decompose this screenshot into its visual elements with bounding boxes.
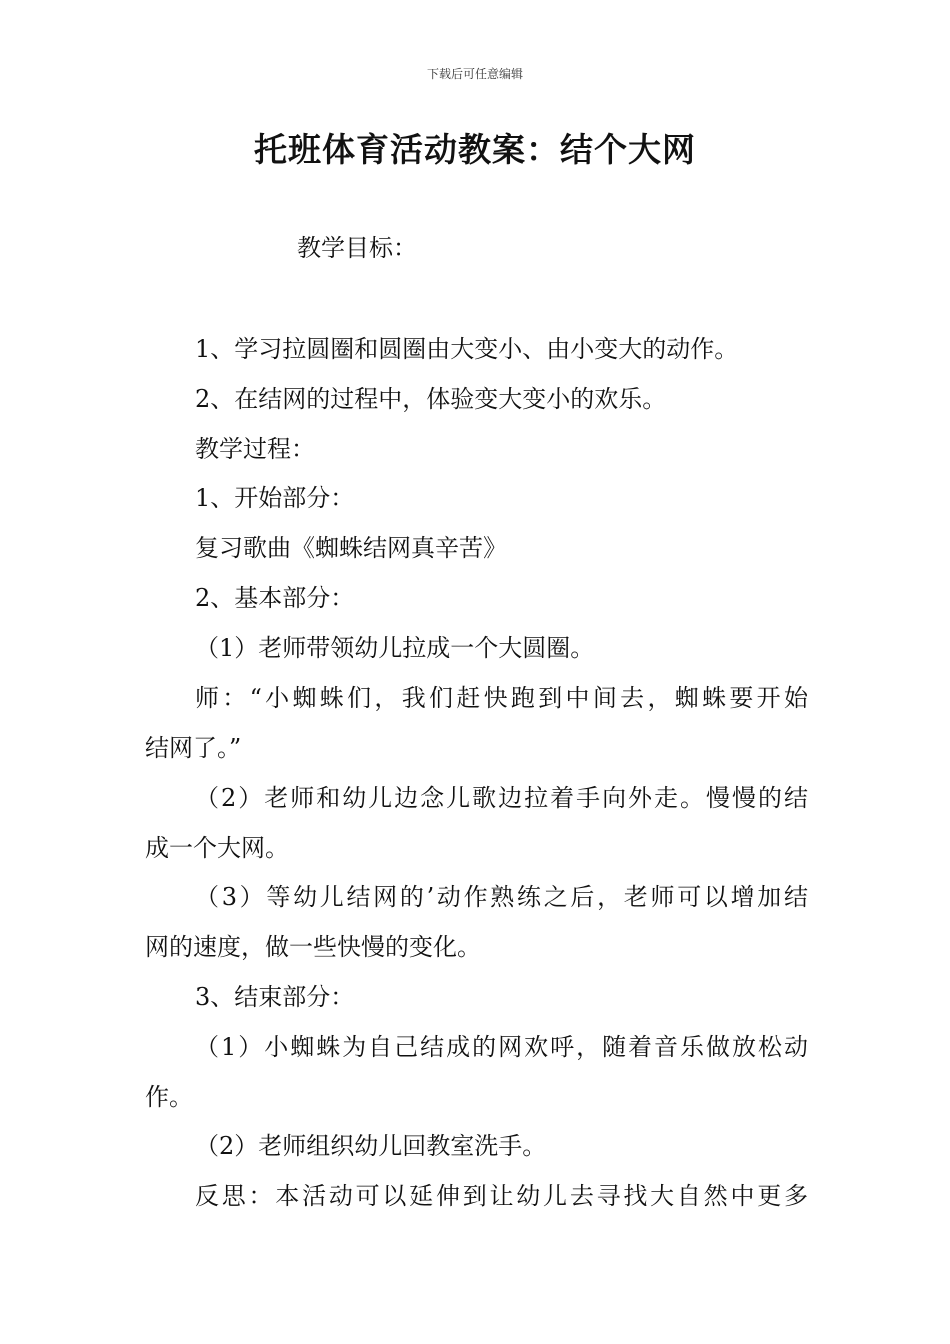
document-title: 托班体育活动教案：结个大网 (254, 130, 696, 169)
process-step-heading-2: 2、基本部分： (195, 584, 355, 612)
paragraph-line: 成一个大网。 (145, 834, 289, 862)
paragraph-line: 结网了。” (145, 734, 242, 762)
objective-item-1: 1、学习拉圆圈和圆圈由大变小、由小变大的动作。 (195, 335, 739, 363)
section-heading-objectives: 教学目标： (297, 234, 417, 262)
paragraph-line: 师：“小蜘蛛们，我们赶快跑到中间去，蜘蛛要开始 (195, 684, 808, 712)
process-step-heading-3: 3、结束部分： (195, 983, 355, 1011)
paragraph-line: （1）小蜘蛛为自己结成的网欢呼，随着音乐做放松动 (195, 1033, 808, 1061)
paragraph-line: 作。 (145, 1083, 193, 1111)
paragraph-line: 复习歌曲《蜘蛛结网真辛苦》 (195, 534, 507, 562)
paragraph-line: （2）老师和幼儿边念儿歌边拉着手向外走。慢慢的结 (195, 784, 808, 812)
header-note: 下载后可任意编辑 (426, 67, 523, 81)
paragraph-line: （2）老师组织幼儿回教室洗手。 (195, 1132, 547, 1160)
paragraph-line: （1）老师带领幼儿拉成一个大圆圈。 (195, 634, 595, 662)
paragraph-line: （3）等幼儿结网的’动作熟练之后，老师可以增加结 (195, 883, 808, 911)
section-heading-process: 教学过程： (195, 435, 315, 463)
reflection-line: 反思：本活动可以延伸到让幼儿去寻找大自然中更多 (195, 1182, 808, 1210)
paragraph-line: 网的速度，做一些快慢的变化。 (145, 933, 481, 961)
objective-item-2: 2、在结网的过程中，体验变大变小的欢乐。 (195, 385, 667, 413)
process-step-heading-1: 1、开始部分： (195, 484, 355, 512)
